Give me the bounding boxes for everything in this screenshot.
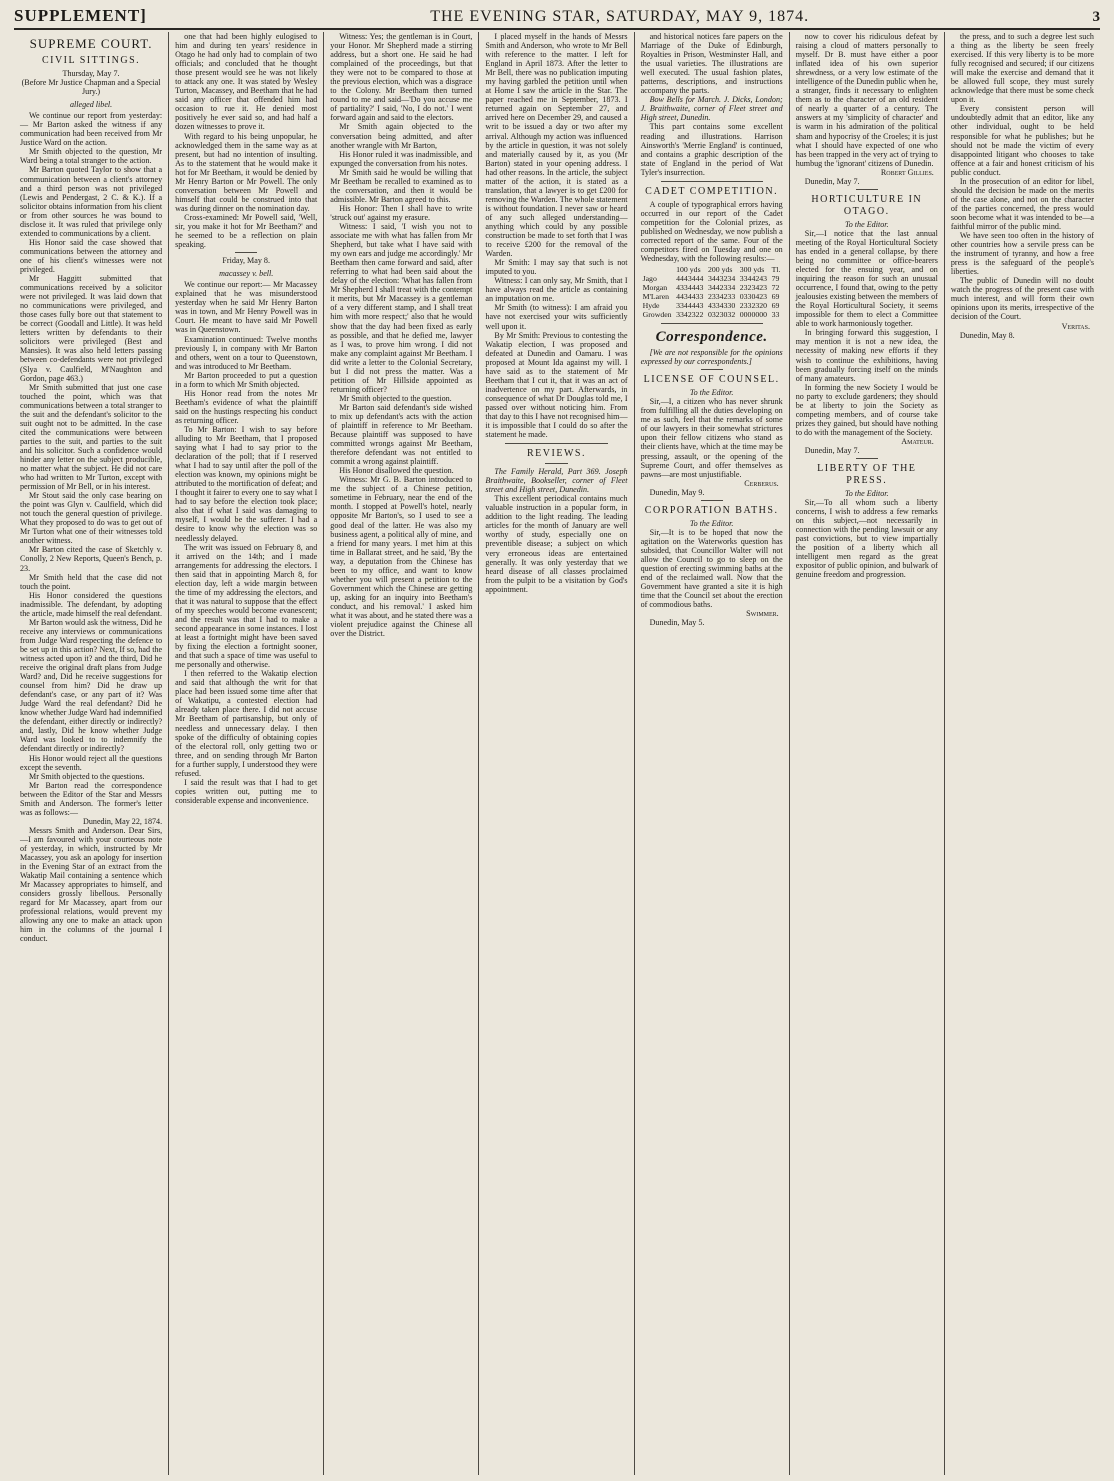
paragraph: one that had been highly eulogised to him and during ten years' residence in Otago he had only had to complain of two officials; and concluded that he thought those present would see he was not likely to attack any one. It was stated by Wesley Turton, Macassey, and Beetham that he had said any officer that offended him had occasion to rue it. He denied most positively he ever said so, and had half a dozen witnesses to prove it. — [175, 32, 318, 132]
table-row — [641, 292, 783, 301]
table-cell: M'Laren — [642, 292, 670, 302]
bench-note: (Before Mr Justice Chapman and a Special Jury.) — [21, 78, 161, 97]
paragraph: With regard to his being unpopular, he acknowledged them in the same way as at present, but had no intention of insulting. As to the statement that he would make it hot for Mr Beetham, it would be denied by Mr Henry Barton or Mr Powell. The only conversation between Mr Powell and himself that could be construed into that was during dinner on the nomination day. — [175, 131, 318, 213]
paragraph: Mr Smith objected to the question. — [339, 393, 452, 403]
table-header-cell: 200 yds — [707, 265, 733, 275]
editorial-note: [We are not responsible for the opinions expressed by our correspondents.] — [640, 348, 783, 367]
letter-date: Dunedin, May 9. — [649, 487, 705, 497]
paragraph: Witness: Yes; the gentleman is in Court, your Honor. Mr Shepherd made a stirring address, but a short one. He said he had complained of the proceedings, but that they were not to be compared to those at the previous election, which was a disgrace to the Colony. Mr Beetham then turned round to me and said—'Do you accuse me of partiality?' I said, 'No, I do not.' I went forward again and said to the electors. — [330, 32, 473, 123]
paragraph: Mr Barton read the correspondence between the Editor of the Star and Messrs Smith and Anderson. The former's letter was as follows:— — [20, 780, 163, 817]
paragraph: Sir,—It is to be hoped that now the agitation on the Waterworks question has subsided, that Councillor Walter will not allow the Council to go to sleep on the question of erecting swimming baths at the end of the reclaimed wall. Now that the Government have granted a site it is high time that the Council set about the erection of commodious baths. — [640, 527, 783, 610]
columns — [14, 32, 1100, 1475]
paragraph: Mr Smith held that the case did not touch the point. — [20, 572, 163, 591]
review-title: Bow Bells for March. J. Dicks, London; J. Braithwaite, corner of Fleet street and High street, Dunedin. — [640, 95, 783, 123]
divider — [505, 443, 607, 444]
paragraph: By Mr Smith: Previous to contesting the Wakatip election, I was proposed and defeated at Dunedin and Oamaru. I was proposed at Mount Ida against my will. I have said as to the statement of Mr Beetham that I cut it, that it was an act of inadvertence on my part. Afterwards, in consequence of what Dr Douglas told me, I passed over without noticing him. From that day to this I have not recognised him—it is impossible that I could do so after the statement he made. — [485, 330, 628, 440]
paragraph: A couple of typographical errors having occurred in our report of the Cadet competition for the Colonial prizes, as published on Wednesday, we now publish a corrected report of the same. Four of the competitors fired on Tuesday and one on Wednesday, with the following results:— — [640, 199, 783, 264]
table-cell: 3342322 — [676, 310, 704, 320]
table-row — [641, 301, 783, 310]
column-3 — [324, 32, 479, 1475]
paragraph: In the prosecution of an editor for libel, should the decision be made on the merits of the case alone, and not on the character of the parties concerned, the press would soon become what it was intended to be—a faithful mirror of the public mind. — [950, 176, 1094, 231]
paragraph: Mr Smith objected to the question, Mr Ward being a total stranger to the action. — [20, 147, 163, 166]
letter-signature: Swimmer. — [746, 609, 779, 619]
paragraph: Witness: I said, 'I wish you not to associate me with what has fallen from Mr Shepherd, but take what I have said with my own ears and judge me accordingly.' Mr Beetham then came forward and said, after referring to what had been said about the delay of the election: 'What has fallen from Mr Shepherd I shall treat with the contempt it merits, but Mr Macassey is a gentleman of a very different stamp, and I shall treat him with more respect;' also that he would show that the day had been fixed as early as possible, and that he defied me, lawyer as I was, to prove him wrong. I did not make any complaint against Mr Beetham. I did write a letter to the Colonial Secretary, but I did not press the matter. Was a petition of Mr Hillside appointed as returning officer? — [330, 221, 473, 394]
paragraph: To Mr Barton: I wish to say before alluding to Mr Beetham, that I proposed saying what I had to say prior to the declaration of the poll; that if I reserved what I had to say until after the poll of the election was known, my opinions might be attributed to the mortification of defeat; and I thought it fairer to every one to say what I had to say before the election took place; also that if what I said was damaging to myself, I would be the sufferer. I had a desire to know why the election was so needlessly delayed. — [175, 424, 318, 543]
paragraph: and historical notices fare papers on the Marriage of the Duke of Edinburgh, Royalties in Prison, Westminster Hall, and the usual varieties. The illustrations are well executed. The usual fashion plates, patterns, descriptions, and instructions accompany the parts. — [640, 32, 783, 96]
divider — [661, 323, 763, 324]
paragraph: This excellent periodical contains much valuable instruction in a popular form, in addition to the light reading. The leading articles for the month of January are well worthy of study, especially one on preventible disease; a subject on which very erroneous ideas are entertained generally. It was only yesterday that we heard disease of all classes proclaimed from the pulpit to be a visitation by God's appointment. — [485, 494, 628, 594]
divider — [856, 189, 878, 190]
letter-date: Dunedin, May 5. — [649, 618, 705, 628]
section-heading-cadet: CADET COMPETITION. — [645, 185, 779, 197]
paragraph: Mr Barton quoted Taylor to show that a communication between a client's attorney and a third person was not privileged (Lewis and Pendergast, 2 C. & K.). If a solicitor obtains information from his client or from other sources he was bound to disclose it. It was ruled that privilege only extended to communications by a client. — [20, 165, 163, 238]
paragraph: Sir,—To all whom such a liberty concerns, I wish to address a few remarks on this subject,—not necessarily in connection with the pending lawsuit or any past convictions, but to view impartially the position of a liberty which all intelligent men regard as the great expositor of public opinion, and bulwark of genuine freedom and progression. — [795, 498, 938, 580]
letter-date: Dunedin, May 8. — [959, 330, 1015, 340]
divider — [661, 181, 763, 182]
table-cell: 0000000 — [739, 310, 768, 320]
table-cell: 2323423 — [739, 283, 768, 293]
column-2 — [169, 32, 324, 1475]
table-cell: 4334330 — [707, 301, 736, 311]
table-cell: 3443234 — [707, 274, 736, 284]
paragraph: I said the result was that I had to get copies written out, putting me to considerable expense and inconvenience. — [175, 777, 318, 805]
paragraph: The writ was issued on February 8, and it arrived on the 14th; and I made arrangements for addressing the electors. I then said that in appointing March 8, for election day, left a wide margin between the time of my addressing the electors, and that it was natural to suppose that the effect of my speeches would become evanescent; and the result was that I had to make a second appearance in some instances. I lost at least a fortnight might have been saved by fixing the election a fortnight sooner, and that such a space of time was useful to me personally and otherwise. — [175, 542, 318, 670]
section-heading-reviews: REVIEWS. — [527, 448, 586, 460]
letter-signature: Cerberus. — [744, 478, 779, 488]
table-cell: 33 — [771, 310, 780, 320]
paragraph: This part contains some excellent reading and illustrations. Harrison Ainsworth's 'Merrie England' is continued, and contains a graphic description of the state of England in the period of Wat Tyler's insurrection. — [640, 122, 783, 177]
table-header-cell: 100 yds — [676, 265, 701, 275]
paragraph: Mr Barton cited the case of Sketchly v. Conolly, 2 New Reports, Queen's Bench, p. 23. — [20, 545, 163, 573]
paragraph: Mr Barton said defendant's side wished to mix up defendant's acts with the action of plaintiff in reference to Mr Beetham. Because plaintiff was supposed to have committed wrongs against Mr Beetham, therefore defendant was not entitled to commit a wrong against plaintiff. — [330, 402, 473, 467]
table-cell: 0323032 — [707, 310, 736, 320]
table-cell: Morgan — [642, 283, 668, 293]
paragraph: His Honor: Then I shall have to write 'struck out' against my erasure. — [330, 203, 473, 222]
letter-salutation: To the Editor. — [689, 388, 734, 398]
table-cell: Jago — [642, 274, 657, 284]
table-cell: Hyde — [642, 301, 660, 311]
paragraph: We continue our report:— Mr Macassey explained that he was misunderstood yesterday when he said Mr Henry Barton was in town, and Mr Henry Powell was in Court. He meant to have said Mr Powell was in Queenstown. — [175, 280, 318, 335]
results-table — [641, 265, 783, 319]
paragraph: I then referred to the Wakatip election and said that although the writ for that place had been issued some time after that of Wakatipu, a contested election had already taken place there. I did not accuse Mr Beetham of partisanship, but only of needless and unnecessary delay. I then spoke of the difficulty of obtaining copies of the electoral roll, only getting two or three, and on sending through Mr Barton for a further supply, I understood they were refused. — [175, 669, 318, 778]
paragraph: Mr Smith: I may say that such is not imputed to you. — [485, 258, 628, 277]
divider — [235, 252, 257, 253]
paragraph: Examination continued: Twelve months previously I, in company with Mr Barton and others, went on a tour to Queenstown, and was introduced to Mr Beetham. — [175, 334, 318, 371]
section-heading-correspondence: Correspondence. — [655, 329, 768, 346]
column-1 — [14, 32, 169, 1475]
table-row — [641, 274, 783, 283]
paragraph: His Honor considered the questions inadmissible. The defendant, by adopting the article, made himself the real defendant. — [20, 590, 163, 618]
table-cell: 3344243 — [739, 274, 768, 284]
paragraph: Mr Smith objected to the questions. — [29, 771, 145, 781]
sitting-date: Friday, May 8. — [222, 256, 270, 266]
paragraph: Mr Barton would ask the witness, Did he receive any interviews or communications from Judge Ward respecting the defence to be set up in this action? Next, If so, had the witness acted upon it? and the third, Did he receive the original draft plans from Judge Ward? and, Did he receive suggestions for counsel from him? Did he draw up defendant's case, or any part of it? Was Judge Ward the real defendant? Did he know whether Judge Ward had indemnified the defendant, either directly or indirectly? and, lastly, Did he know whether Judge Ward was looked to to indemnify the defendant directly or indirectly? — [20, 617, 163, 754]
divider — [856, 458, 878, 459]
table-cell: 69 — [771, 301, 780, 311]
section-subheading-civil: CIVIL SITTINGS. — [41, 55, 141, 66]
paragraph: now to cover his ridiculous defeat by raising a cloud of matters personally to myself. Dr B. must have either a poor inflated idea of his own superior shrewdness, or a very low estimate of the intelligence of the Dunedin public when he, a stranger, finds it necessary to enlighten them as to the character of an old resident of nearly a quarter of a century. The answers at my 'simplicity of character' and is warm in his admiration of the political sham and hypocrisy of the Croeles; it is just what I should have expected of one who has been trapped in the very act of trying to humbug the 'ignorant' citizens of Dunedin. — [795, 32, 938, 168]
paragraph: Witness: I can only say, Mr Smith, that I have always read the article as containing an imputation on me. — [485, 276, 628, 304]
masthead — [14, 4, 1100, 30]
supplement-label: SUPPLEMENT] — [14, 6, 147, 25]
divider — [701, 500, 723, 501]
table-cell: 0330423 — [739, 292, 768, 302]
table-cell: 2334233 — [707, 292, 736, 302]
table-cell: 69 — [771, 292, 780, 302]
paragraph: In bringing forward this suggestion, I may mention it is not a new idea, the necessity of making new efforts if they wish to continue the exhibitions, having been gradually forcing itself on the minds of many amateurs. — [795, 328, 938, 383]
column-6 — [790, 32, 945, 1475]
column-5 — [635, 32, 790, 1475]
letter-heading: LICENSE OF COUNSEL. — [643, 374, 780, 386]
paragraph: His Honor said the case showed that communications between the attorney and one of his client's witnesses were not privileged. — [20, 237, 163, 274]
sitting-date: Thursday, May 7. — [62, 69, 120, 78]
paragraph: His Honor read from the notes Mr Beetham's evidence of what the plaintiff said on the hustings respecting his conduct as returning officer. — [175, 388, 318, 425]
paragraph: Mr Haggitt submitted that communications received by a solicitor were not privileged. It was laid down that no communications were privileged, and those cases fully bore out that statement to be correct (Goodall and Little). It was held letters written by defendants to their solicitors were privileged (Best and Mansies). It was also held letters passing between co-defendants were not privileged (Slya v. Caulfield, M'Naughton and Gordon, page 463.) — [20, 274, 163, 383]
table-cell: 3442334 — [707, 283, 736, 293]
paragraph: Mr Smith again objected to the conversation being admitted, and after another wrangle with Mr Barton, — [330, 122, 473, 150]
divider — [701, 369, 723, 370]
letter-salutation: To the Editor. — [844, 219, 889, 229]
table-cell: 4443444 — [676, 274, 704, 284]
column-7 — [945, 32, 1100, 1475]
paragraph: The public of Dunedin will no doubt watch the progress of the present case with much interest, and will form their own opinions upon its merits, irrespective of the decision of the Court. — [950, 276, 1094, 322]
table-cell: 4334443 — [676, 283, 704, 293]
table-cell: Growden — [642, 310, 672, 320]
paragraph: Witness: Mr G. B. Barton introduced to me the subject of a Chinese petition, sometime in February, near the end of the month. I stopped at Powell's hotel, nearly opposite Mr Barton's, so I used to see a good deal of the latter. He was also my business agent, a political ally of mine, and a friend for many years. I met him at this time in Ballarat street, and he said, 'By the way, a deputation from the Chinese has been to my office, and want to know whether you will present a petition to the Government which the Chinese are getting up, asking for an inquiry into Beetham's conduct, and his removal.' I asked him what it was about, and he stated there was a violent prejudice against the Chinese all over the District. — [330, 475, 473, 639]
paragraph: His Honor disallowed the question. — [339, 466, 454, 476]
table-cell: 4434433 — [676, 292, 704, 302]
paragraph: Messrs Smith and Anderson. Dear Sirs,—I am favoured with your courteous note of yesterday, in which, instructed by Mr Macassey, you ask an apology for insertion in the Evening Star of an extract from the Wakatip Mail containing a sentence which Mr Macassey appropriates to himself, and considers grossly libellous. Personally regard for Mr Macassey, apart from our professional relations, would prevent my allowing any one to make an attack upon him in the columns of the journal I conduct. — [20, 825, 163, 944]
letter-heading: HORTICULTURE IN OTAGO. — [811, 193, 923, 217]
paragraph: His Honor would reject all the questions except the seventh. — [20, 753, 163, 772]
table-header-cell — [641, 265, 675, 274]
letter-date: Dunedin, May 7. — [804, 176, 860, 186]
paragraph: Sir,—I, a citizen who has never shrunk from fulfilling all the duties developing on me as such, feel that the remarks of some of our lawyers in their somewhat strictures upon their fellow citizens who stand as their clients have, which at the time may be pressing, assault, or the opening of the Supreme Court, and offer themselves as pawns—are most unjustifiable. — [640, 397, 783, 479]
table-header-row — [641, 265, 783, 274]
paragraph: Mr Smith submitted that just one case touched the point, which was that communications between a total stranger to the suit and the defendant's solicitor to the suit ought not to be admitted. In the case cited the communications were between parties to the suit, and parties to the suit and his solicitor. Such a confidence would hinder any letter on the subject producible, no matter what the subject. He did not care who had written to Mr Turton, except with permission of Mr Bell, or in his interest. — [20, 382, 163, 492]
page-number: 3 — [1092, 9, 1100, 25]
table-row — [641, 283, 783, 292]
paragraph: His Honor ruled it was inadmissible, and expunged the conversation from his notes. — [330, 149, 473, 168]
table-cell: 2332320 — [739, 301, 768, 311]
letter-salutation: To the Editor. — [689, 518, 734, 528]
paragraph: Mr Barton proceeded to put a question in a form to which Mr Smith objected. — [175, 370, 318, 389]
paragraph: Every consistent person will undoubtedly admit that an editor, like any other individual, ought to be held responsible for what he publishes; but he should not be made the victim of every disappointed litigant who chooses to take offence at a fair and honest criticism of his public conduct. — [950, 104, 1094, 177]
paragraph: Cross-examined: Mr Powell said, 'Well, sir, you make it hot for Mr Beetham?' and he seemed to be a reflection on plain speaking. — [175, 212, 318, 250]
letter-signature: Veritas. — [1061, 321, 1090, 331]
case-heading-libel: alleged libel. — [69, 100, 113, 110]
table-row — [641, 310, 783, 319]
table-header-cell: 300 yds — [739, 265, 765, 275]
divider — [545, 463, 567, 464]
column-4 — [479, 32, 634, 1475]
letter-date: Dunedin, May 7. — [804, 445, 860, 455]
letter-heading: LIBERTY OF THE PRESS. — [817, 463, 917, 487]
paragraph: In forming the new Society I would be no party to exclude gardeners; they should be at liberty to join the Society as competing members, and of course take prizes they gained, but should have nothing to do with the management of the Society. — [795, 382, 938, 437]
letter-date: Dunedin, May 22, 1874. — [83, 816, 163, 826]
paragraph: Mr Smith (to witness): I am afraid you have not exercised your wits sufficiently well upon it. — [485, 303, 628, 331]
letter-signature: Robert Gillies. — [880, 167, 934, 177]
paragraph: We continue our report from yesterday:— Mr Barton asked the witness if any communication had been received from Mr Justice Ward on the action. — [20, 111, 163, 148]
section-heading-court: SUPREME COURT. — [29, 36, 153, 51]
paragraph: the press, and to such a degree lest such a thing as the liberty be seen freely exercised. If this very liberty is to be more fully recognised and secured; if our citizens will make the exercise and demand that it be allowed full scope, they must surely acknowledge that there must be some check upon it. — [950, 32, 1094, 105]
letter-salutation: To the Editor. — [844, 489, 889, 499]
letter-heading: CORPORATION BATHS. — [644, 504, 779, 516]
table-header-cell: Tl. — [771, 265, 781, 275]
case-heading: macassey v. bell. — [219, 269, 274, 279]
table-cell: 3344443 — [676, 301, 704, 311]
letter-signature: Amateur. — [901, 436, 934, 446]
paragraph: Sir,—I notice that the last annual meeting of the Royal Horticultural Society has ended in a general collapse, by there being no committee or office-bearers elected for the ensuing year, and on inquiring the reason for such an unusual occurrence, I found that, owing to the petty jealousies existing between the members of the Royal Horticultural Society, it seems impossible for them to elect a Committee able to work harmoniously together. — [795, 228, 938, 329]
paragraph: Mr Stout said the only case bearing on the point was Glyn v. Caulfield, which did not touch the general question of privilege. What they proposed to do was to get out of Mr Turton what one of their witnesses told another witness. — [20, 491, 163, 546]
paragraph: I placed myself in the hands of Messrs Smith and Anderson, who wrote to Mr Bell with reference to the matter. I left for England in April 1873. After the letter to Mr Bell, there was no publication imputing my having garbled the petition until when at Home I saw the article in the Star. The paper reached me in September, 1873. I returned again on September 27, and arrived here on December 29, and caused a writ to be issued a day or two after my arrival. Although my action was influenced by the article in question, it was not solely and materially caused by it, as you (Mr Barton) stated in your opening address. I had other reasons. In the article, the subject matter of the action, it is stated as a translation, that a lawyer is to get £200 for removing the Warden. The whole statement is without foundation. I never saw or heard of any such alleged understanding—anything which could by any possible construction be made to set forth that I was to receive £200 for the removal of the Warden. — [485, 32, 628, 259]
table-cell: 72 — [771, 283, 780, 293]
paragraph: Mr Smith said he would be willing that Mr Beetham be recalled to examined as to the conversation, and then it would be admissible. Mr Barton agreed to this. — [330, 167, 473, 204]
newspaper-title: THE EVENING STAR, SATURDAY, MAY 9, 1874. — [430, 8, 810, 25]
paragraph: We have seen too often in the history of other countries how a servile press can be the instrument of tyranny, and how a free press is the safeguard of the people's liberties. — [950, 231, 1094, 277]
review-title: The Family Herald, Part 369. Joseph Braithwaite, Bookseller, corner of Fleet street and High street, Dunedin. — [485, 467, 628, 495]
table-cell: 79 — [771, 274, 780, 284]
